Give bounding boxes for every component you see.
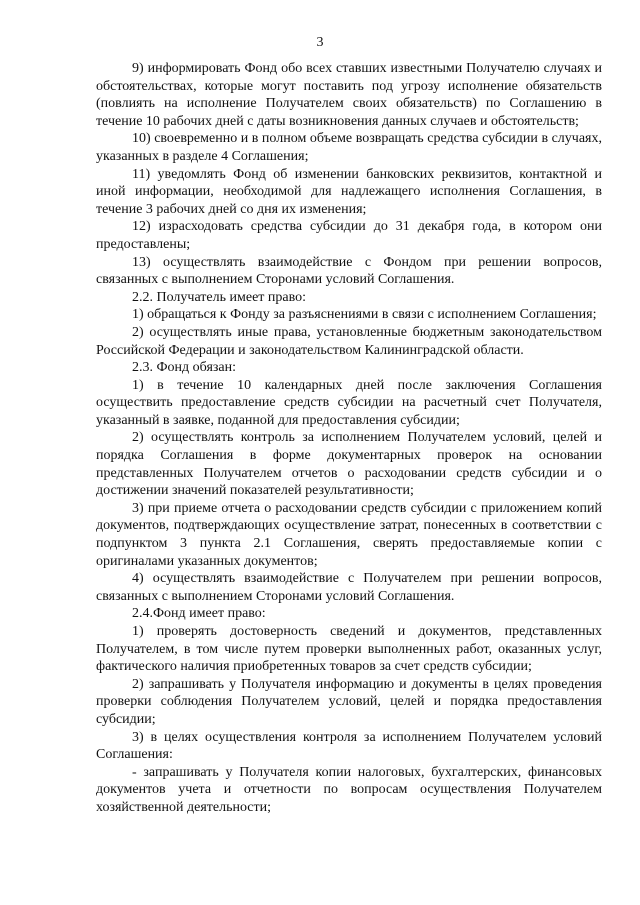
paragraph-2-3-item-1: 1) в течение 10 календарных дней после заключения Соглашения осуществить предоставление средств субсидии на расчетный счет Получателя, указанный в заявке, поданной для предоставления субсидии; — [96, 377, 602, 428]
paragraph-2-3-item-3: 3) при приеме отчета о расходовании средств субсидии с приложением копий документов, подтверждающих осуществление затрат, понесенных в соответствии с подпунктом 3 пункта 2.1 Соглашения, сверять предоставляемые копии с оригиналами указанных документов; — [96, 500, 602, 569]
paragraph-item-12: 12) израсходовать средства субсидии до 31 декабря года, в котором они предоставлены; — [96, 219, 602, 252]
paragraph-2-2-item-2: 2) осуществлять иные права, установленные бюджетным законодательством Российской Федерации и законодательством Калининградской области. — [96, 324, 602, 358]
document-body — [96, 60, 602, 817]
section-heading-2-2: 2.2. Получатель имеет право: — [132, 289, 307, 305]
paragraph-item-10: 10) своевременно и в полном объеме возвращать средства субсидии в случаях, указанных в разделе 4 Соглашения; — [96, 131, 602, 164]
paragraph-item-9: 9) информировать Фонд обо всех ставших известными Получателю случаях и обстоятельствах, которые могут поставить под угрозу исполнение обязательств (повлиять на исполнение Получателем своих обязательств) по Соглашению в течение 10 рабочих дней с даты возникновения данных случаев и обстоятельств; — [96, 61, 602, 129]
paragraph-item-13: 13) осуществлять взаимодействие с Фондом при решении вопросов, связанных с выполнением Сторонами условий Соглашения. — [96, 254, 602, 288]
paragraph-item-11: 11) уведомлять Фонд об изменении банковских реквизитов, контактной и иной информации, необходимой для надлежащего исполнения Соглашения, в течение 3 рабочих дней со дня их изменения; — [96, 166, 602, 217]
paragraph-2-4-subitem: - запрашивать у Получателя копии налоговых, бухгалтерских, финансовых документов учета и отчетности по вопросам осуществления Получателем хозяйственной деятельности; — [96, 764, 602, 815]
paragraph-2-4-item-3: 3) в целях осуществления контроля за исполнением Получателем условий Соглашения: — [96, 729, 602, 763]
paragraph-2-4-item-2: 2) запрашивать у Получателя информацию и документы в целях проведения проверки соблюдения Получателем условий, целей и порядка предоставления субсидии; — [96, 676, 602, 727]
page-number: 3 — [316, 35, 324, 50]
paragraph-2-3-item-2: 2) осуществлять контроль за исполнением Получателем условий, целей и порядка Соглашения в форме документарных проверок на основании представленных Получателем отчетов о расходовании средств субсидии и о достижении значений показателей результативности; — [96, 430, 602, 499]
paragraph-2-4-item-1: 1) проверять достоверность сведений и документов, представленных Получателем, в том числе путем проверки выполненных работ, оказанных услуг, фактического наличия приобретенных товаров за счет средств субсидии; — [96, 624, 602, 675]
paragraph-2-2-item-1: 1) обращаться к Фонду за разъяснениями в связи с исполнением Соглашения; — [132, 307, 597, 323]
section-heading-2-3: 2.3. Фонд обязан: — [132, 360, 237, 376]
paragraph-2-3-item-4: 4) осуществлять взаимодействие с Получателем при решении вопросов, связанных с выполнением Сторонами условий Соглашения. — [96, 571, 602, 604]
section-heading-2-4: 2.4.Фонд имеет право: — [132, 606, 266, 622]
